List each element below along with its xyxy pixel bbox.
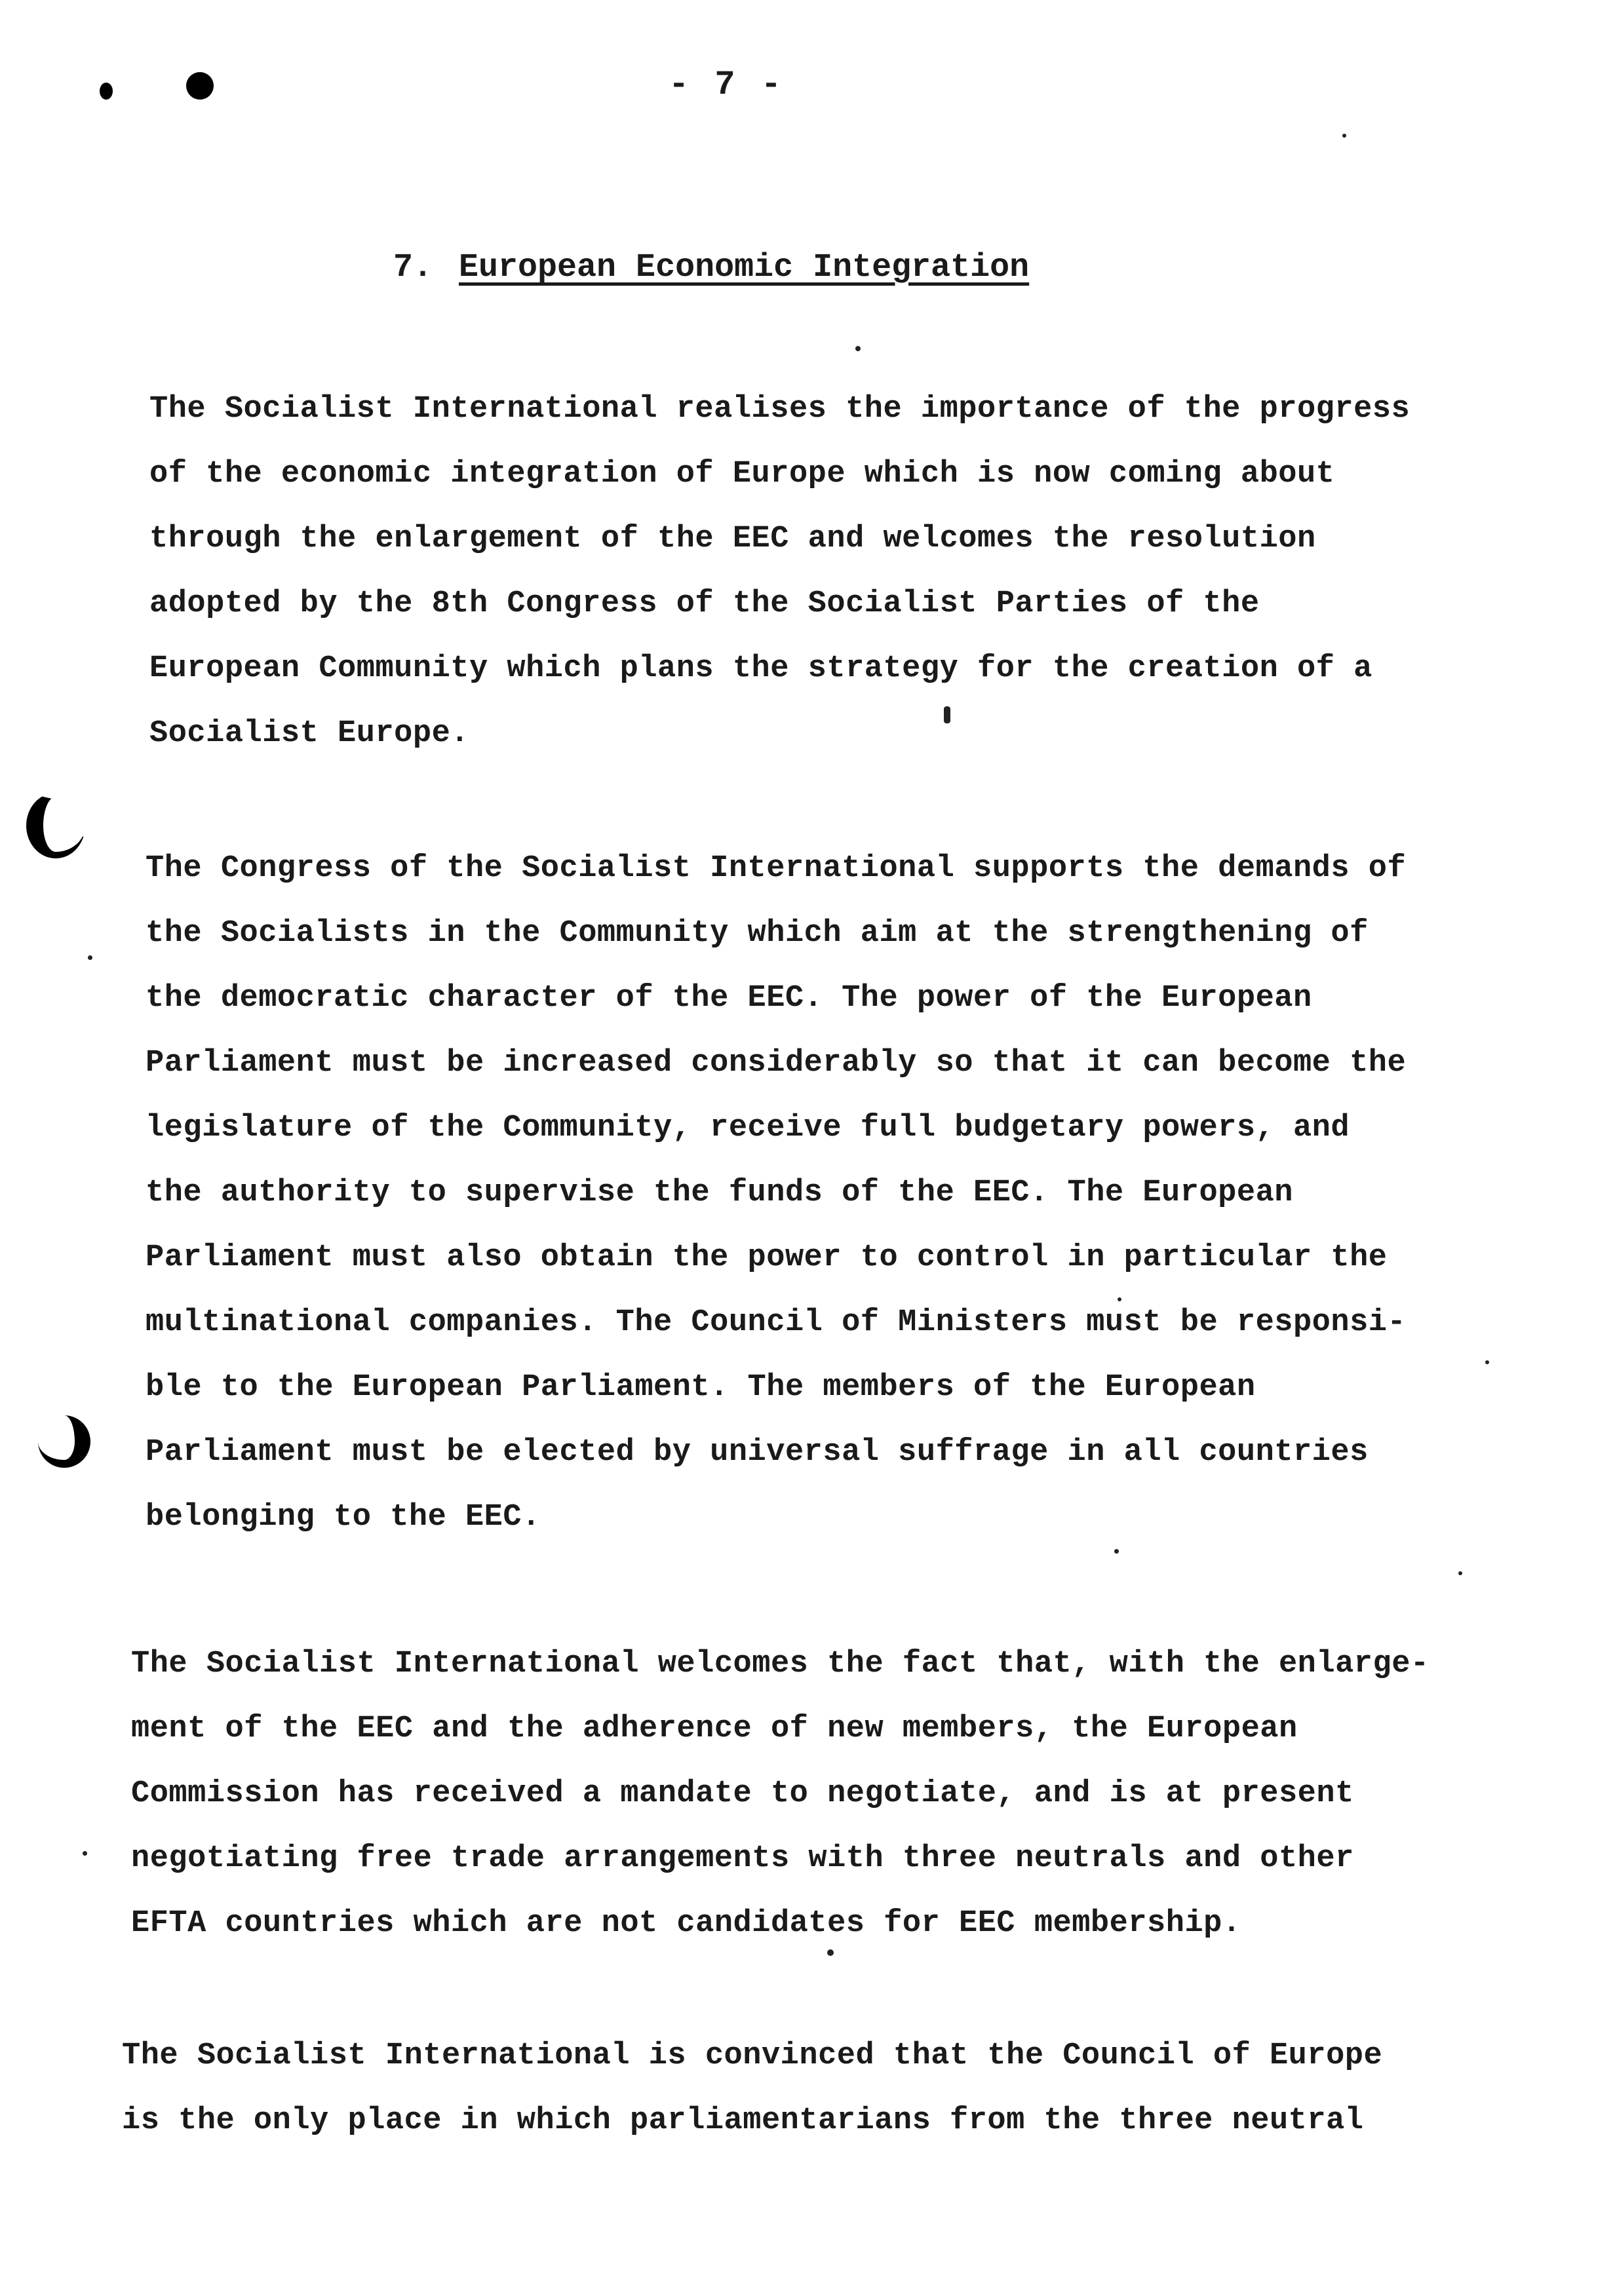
scan-speck [83, 1851, 87, 1856]
punch-hole-crescent [38, 1415, 90, 1468]
text-line: negotiating free trade arrangements with three neutrals and other [131, 1841, 1354, 1876]
text-line: adopted by the 8th Congress of the Socialist Parties of the [149, 586, 1260, 621]
text-line: the Socialists in the Community which aim at the strengthening of [146, 916, 1369, 951]
text-line: of the economic integration of Europe which is now coming about [149, 457, 1335, 491]
text-line: is the only place in which parliamentarians from the three neutral [122, 2103, 1364, 2138]
text-line: multinational companies. The Council of Ministers must be responsi- [146, 1305, 1407, 1340]
text-line: belonging to the EEC. [146, 1500, 541, 1535]
paragraph-2 [146, 836, 1406, 1550]
text-line: Parliament must also obtain the power to control in particular the [146, 1240, 1388, 1275]
text-line: European Community which plans the strategy for the creation of a [149, 651, 1372, 686]
text-line: the authority to supervise the funds of the EEC. The European [146, 1176, 1293, 1210]
page-number: - 7 - [669, 66, 785, 104]
text-line: Commission has received a mandate to negotiate, and is at present [131, 1776, 1354, 1811]
text-line: The Socialist International welcomes the fact that, with the enlarge- [131, 1647, 1430, 1681]
text-line: through the enlargement of the EEC and welcomes the resolution [149, 522, 1316, 556]
scan-speck [1114, 1549, 1119, 1554]
text-line: The Congress of the Socialist International supports the demands of [146, 851, 1407, 886]
text-line: Socialist Europe. [149, 716, 469, 751]
section-heading [393, 249, 1029, 286]
paragraph-1 [149, 377, 1410, 766]
text-line: Parliament must be elected by universal suffrage in all countries [146, 1435, 1369, 1470]
scan-speck [1342, 134, 1346, 138]
section-title: European Economic Integration [459, 249, 1030, 286]
text-line: legislature of the Community, receive full budgetary powers, and [146, 1111, 1350, 1145]
section-number: 7. [393, 249, 433, 286]
text-line: The Socialist International is convinced that the Council of Europe [122, 2038, 1383, 2073]
text-line: the democratic character of the EEC. The power of the European [146, 981, 1312, 1016]
paragraph-4 [122, 2023, 1382, 2153]
text-line: ble to the European Parliament. The members of the European [146, 1370, 1256, 1405]
punch-hole-mark [100, 83, 113, 100]
text-line: The Socialist International realises the importance of the progress [149, 392, 1411, 427]
scan-speck [1458, 1571, 1462, 1575]
punch-hole-crescent [26, 793, 85, 858]
text-line: EFTA countries which are not candidates for EEC membership. [131, 1906, 1241, 1941]
paragraph-3 [131, 1632, 1430, 1956]
scan-speck [855, 346, 861, 351]
text-line: ment of the EEC and the adherence of new members, the European [131, 1712, 1298, 1746]
text-line: Parliament must be increased considerably so that it can become the [146, 1046, 1407, 1081]
punch-hole-mark [186, 72, 214, 100]
scan-speck [1485, 1360, 1489, 1364]
scan-speck [88, 955, 92, 960]
